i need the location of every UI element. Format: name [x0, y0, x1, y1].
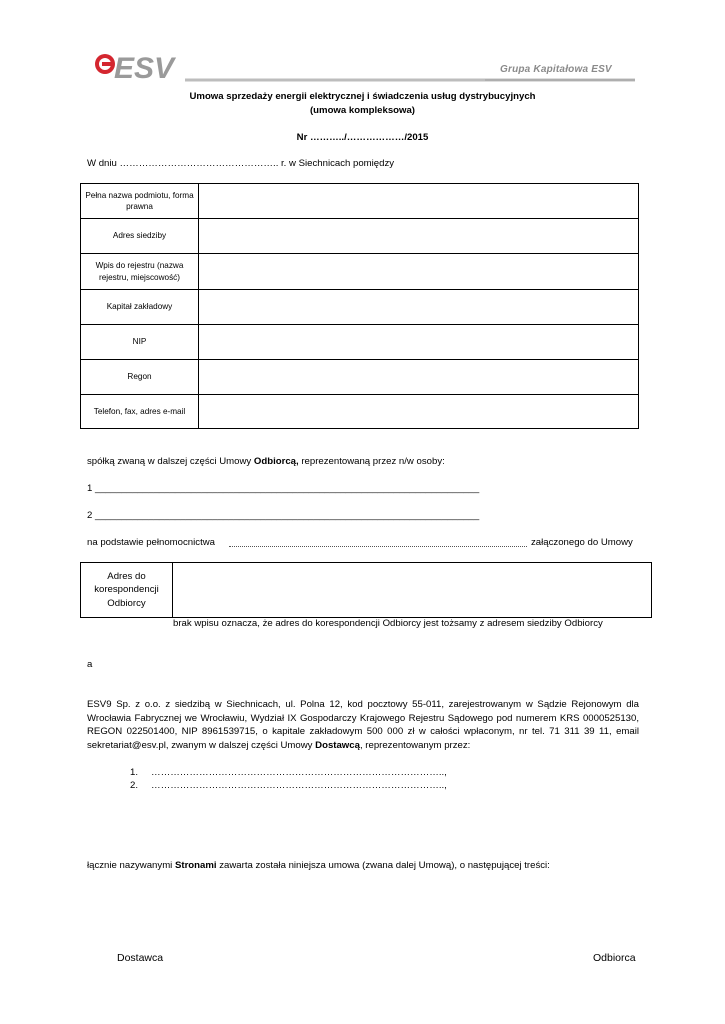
parties-term: Stronami: [174, 860, 217, 871]
row-label: [81, 395, 199, 429]
power-of-attorney-suffix: załączonego do Umowy: [531, 537, 633, 548]
row-value-field[interactable]: [199, 184, 639, 219]
row-value-field[interactable]: [199, 254, 639, 290]
date-line: W dniu ………………………………………….. r. w Siechnicach pomiędzy: [87, 158, 395, 169]
party-details-table: [80, 183, 639, 429]
supplier-text-rest: , reprezentowanym przez:: [359, 739, 471, 751]
correspondence-label: Adres do korespondencji Odbiorcy: [81, 563, 173, 618]
row-label: Pełna nazwa podmiotu, forma prawna: [81, 184, 199, 219]
table-row: [81, 395, 639, 429]
row-value-field[interactable]: [199, 290, 639, 325]
row-value-field[interactable]: [199, 395, 639, 429]
supplier-paragraph: [87, 698, 639, 752]
supplier-rep-2-line[interactable]: ………………………………………………………………………………..,: [151, 780, 447, 791]
connector-text: a: [87, 659, 93, 670]
table-row: [81, 360, 639, 395]
table-row: [81, 325, 639, 360]
table-row: [81, 290, 639, 325]
table-row: [81, 254, 639, 290]
representative-2-line[interactable]: 2 ________________________________________________________________________: [87, 510, 480, 521]
supplier-text: ESV9 Sp. z o.o. z siedzibą w Siechnicach, ul. Polna 12, kod pocztowy 55-011, zarejestrowanym w Sądzie Rejonowym dla Wrocławia Fabrycznej we Wrocławiu, Wydział IX Gospodarczy Krajowego Rejestru Sądowego pod numerem KRS 0000525130, REGON 022501400, NIP 8961539715, o kapitale zakładowym 500 000 zł w całości wpłaconym, nr tel. 71 311 39 11, email sekretariat@esv.pl, zwanym w dalszej części Umowy: [87, 699, 639, 751]
row-label-text: Telefon, fax, adres e-mail: [93, 406, 186, 416]
row-label: NIP: [81, 325, 199, 360]
supplier-rep-1-line[interactable]: ………………………………………………………………………………..,: [151, 767, 447, 778]
contract-title: Umowa sprzedaży energii elektrycznej i świadczenia usług dystrybucyjnych: [189, 91, 536, 102]
table-row: [81, 219, 639, 254]
row-label: Kapitał zakładowy: [81, 290, 199, 325]
supplier-term: Dostawcą: [315, 739, 360, 751]
contract-number: Nr ………../………………/2015: [296, 132, 429, 143]
row-value-field[interactable]: [199, 219, 639, 254]
power-of-attorney-label: na podstawie pełnomocnictwa: [87, 537, 215, 548]
signature-supplier-label: Dostawca: [117, 952, 164, 964]
recipient-term: Odbiorcą,: [253, 456, 299, 467]
table-row: [81, 184, 639, 219]
row-label: [81, 254, 199, 290]
row-value-field[interactable]: [199, 360, 639, 395]
group-name: Grupa Kapitałowa ESV: [500, 64, 612, 75]
row-label: Adres siedziby: [81, 219, 199, 254]
supplier-rep-2-number: 2.: [130, 780, 139, 791]
table-row: [81, 563, 652, 618]
esv-logo: [92, 50, 192, 86]
power-of-attorney-field[interactable]: [229, 538, 527, 547]
parties-clause-rest: zawarta została niniejsza umowa (zwana dalej Umową), o następującej treści:: [216, 860, 550, 871]
esv-logo-icon: [92, 50, 192, 86]
recipient-intro: [87, 455, 445, 469]
correspondence-table: [80, 562, 652, 618]
correspondence-note: brak wpisu oznacza, że adres do korespondencji Odbiorcy jest tożsamy z adresem siedziby Odbiorcy: [173, 618, 603, 629]
signature-recipient-label: Odbiorca: [593, 952, 636, 964]
recipient-intro-text: spółką zwaną w dalszej części Umowy: [87, 456, 254, 467]
parties-clause-text: łącznie nazywanymi: [87, 860, 175, 871]
row-label: Regon: [81, 360, 199, 395]
row-value-field[interactable]: [199, 325, 639, 360]
contract-subtitle: (umowa kompleksowa): [309, 105, 416, 116]
recipient-intro-rest: reprezentowaną przez n/w osoby:: [298, 456, 445, 467]
parties-clause: [87, 859, 550, 873]
supplier-rep-1-number: 1.: [130, 767, 139, 778]
row-label-text: Wpis do rejestru (nazwa rejestru, miejscowość): [95, 261, 184, 282]
correspondence-value-field[interactable]: [173, 563, 652, 618]
representative-1-line[interactable]: 1 ________________________________________________________________________: [87, 483, 480, 494]
logo-text: ESV: [114, 52, 175, 85]
